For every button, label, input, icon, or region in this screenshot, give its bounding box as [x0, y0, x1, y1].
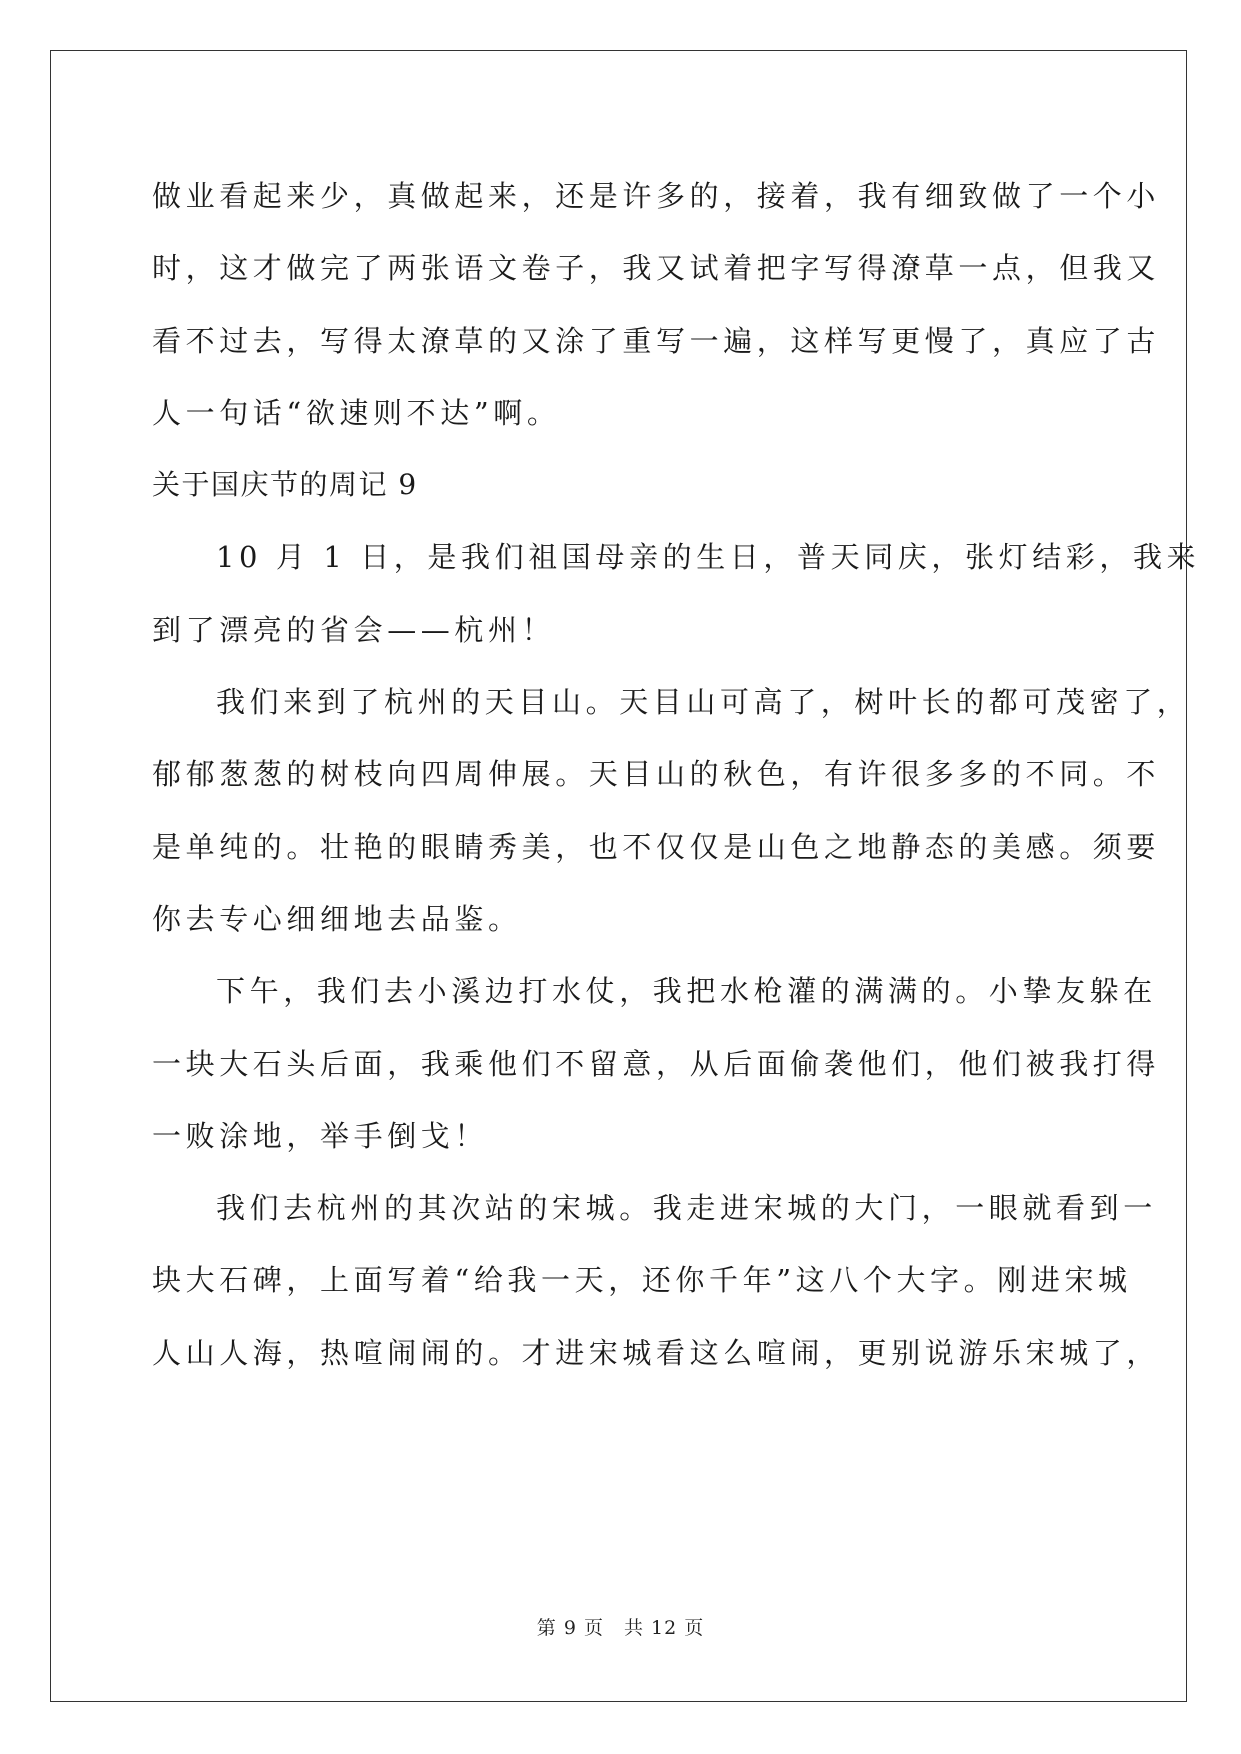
text-line: 是单纯的。壮艳的眼睛秀美，也不仅仅是山色之地静态的美感。须要 [152, 829, 1161, 864]
text-line: 人一句话“欲速则不达”啊。 [152, 395, 561, 430]
text-line: 郁郁葱葱的树枝向四周伸展。天目山的秋色，有许很多多的不同。不 [152, 757, 1161, 792]
text-line: 我们去杭州的其次站的宋城。我走进宋城的大门，一眼就看到一 [216, 1191, 1157, 1226]
document-body [152, 160, 1201, 1389]
text-line: 一块大石头后面，我乘他们不留意，从后面偷袭他们，他们被我打得 [152, 1046, 1161, 1081]
text-line: 块大石碑，上面写着“给我一天，还你千年”这八个大字。刚进宋城 [152, 1263, 1132, 1298]
page-number-footer: 第 9 页 共 12 页 [536, 1617, 705, 1639]
text-line: 做业看起来少，真做起来，还是许多的，接着，我有细致做了一个小 [152, 179, 1161, 213]
text-line: 你去专心细细地去品鉴。 [152, 901, 522, 936]
text-line: 10 月 1 日，是我们祖国母亲的生日，普天同庆，张灯结彩，我来 [216, 540, 1201, 575]
section-heading: 关于国庆节的周记 9 [152, 468, 418, 502]
text-line: 我们来到了杭州的天目山。天目山可高了，树叶长的都可茂密了， [216, 685, 1191, 720]
text-line: 下午，我们去小溪边打水仗，我把水枪灌的满满的。小挚友躲在 [216, 974, 1157, 1009]
text-line: 到了漂亮的省会——杭州！ [152, 612, 556, 647]
text-line: 一败涂地，举手倒戈！ [152, 1118, 489, 1153]
text-line: 时，这才做完了两张语文卷子，我又试着把字写得潦草一点，但我又 [152, 251, 1161, 286]
text-line: 看不过去，写得太潦草的又涂了重写一遍，这样写更慢了，真应了古 [152, 323, 1161, 358]
text-line: 人山人海，热喧闹闹的。才进宋城看这么喧闹，更别说游乐宋城了， [152, 1335, 1161, 1370]
